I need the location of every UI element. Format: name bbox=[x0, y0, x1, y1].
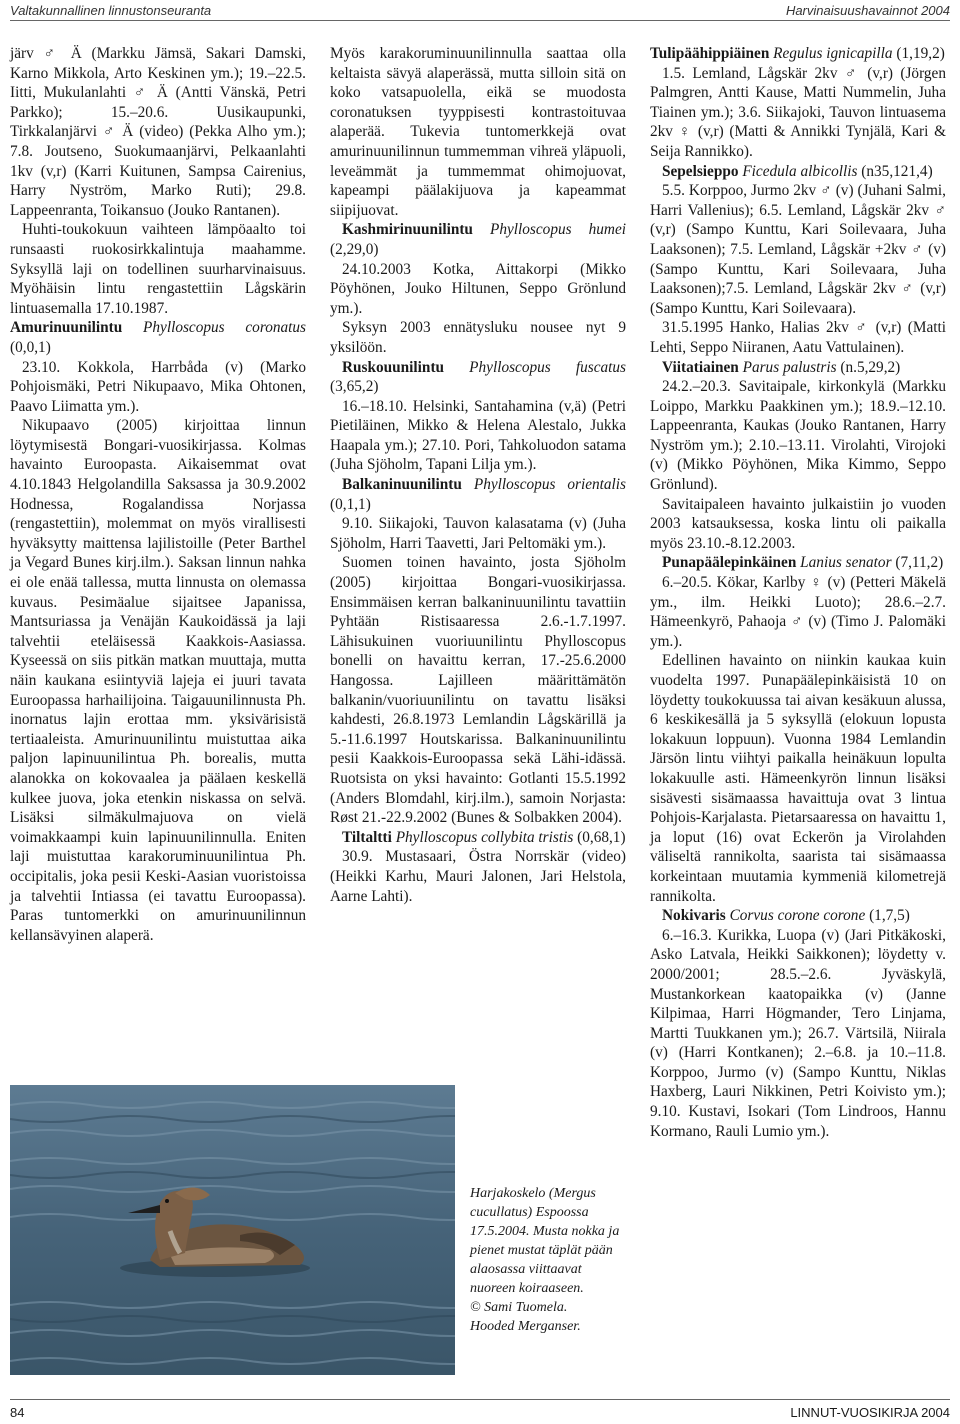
header-left: Valtakunnallinen linnustonseuranta bbox=[10, 3, 212, 18]
species-name: Nokivaris bbox=[662, 907, 726, 925]
text-column-1 bbox=[10, 44, 306, 945]
caption-english: Hooded Merganser. bbox=[470, 1319, 581, 1334]
species-counts: (1,19,2) bbox=[892, 45, 945, 62]
species-heading bbox=[650, 44, 946, 64]
record-paragraph: 6.–20.5. Kökar, Karlby ♀ (v) (Petteri Mäkelä ym., ilm. Heikki Luoto); 28.6.–2.7. Hämeenkyrö, Pahaoja ♂ (v) (Timo J. Palomäki ym.). bbox=[650, 574, 946, 650]
journal-name: LINNUT-VUOSIKIRJA 2004 bbox=[790, 1404, 950, 1420]
scientific-name: Parus palustris bbox=[742, 358, 837, 376]
scientific-name: Corvus corone corone bbox=[729, 907, 866, 925]
species-name: Amurinuunilintu bbox=[10, 319, 123, 337]
running-header bbox=[10, 0, 950, 21]
species-counts: (3,65,2) bbox=[330, 378, 379, 396]
record-paragraph: 24.10.2003 Kotka, Aittakorpi (Mikko Pöyhönen, Jouko Hiltunen, Seppo Grönlund ym.). bbox=[330, 260, 626, 317]
species-counts: (0,0,1) bbox=[10, 338, 51, 356]
species-counts: (2,29,0) bbox=[330, 240, 379, 258]
record-paragraph: 23.10. Kokkola, Harrbåda (v) (Marko Pohjoismäki, Petri Nikupaavo, Mika Ohtonen, Paavo Liimatta ym.). bbox=[10, 358, 306, 415]
species-name: Kashmirinuunilintu bbox=[342, 221, 473, 239]
merganser-image bbox=[10, 1085, 455, 1375]
species-heading bbox=[650, 553, 946, 573]
caption-text: Harjakoskelo (Mergus cucullatus) Espoossa 17.5.2004. Musta nokka ja pienet mustat täplät pään alaosassa viittaavat nuoreen koiraaseen. bbox=[470, 1186, 620, 1296]
scientific-name: Phylloscopus collybita tristis bbox=[395, 828, 574, 846]
species-heading bbox=[330, 828, 626, 848]
record-paragraph: 5.5. Korppoo, Jurmo 2kv ♂ (v) (Juhani Salmi, Harri Vallenius); 6.5. Lemland, Lågskär 2kv ♂ (v,r) (Sampo Kunttu, Kari Soilevaara, Juha Laaksonen); 7.5. Lemland, Lågskär +2kv ♂ (v) (Sampo Kunttu, Kari Soilevaara, Juha Laaksonen);7.5. Lemland, Lågskär 2kv ♂ (v,r) (Sampo Kunttu, Kari Soilevaara). bbox=[650, 182, 946, 317]
record-paragraph: 30.9. Mustasaari, Östra Norrskär (video) (Heikki Karhu, Mauri Jalonen, Jari Helstola, Aarne Lahti). bbox=[330, 848, 626, 905]
scientific-name: Lanius senator bbox=[800, 554, 892, 572]
scientific-name: Phylloscopus orientalis bbox=[473, 476, 626, 494]
species-name: Balkaninuunilintu bbox=[342, 476, 462, 494]
record-paragraph: 31.5.1995 Hanko, Halias 2kv ♂ (v,r) (Matti Lehti, Seppo Niiranen, Aatu Vattulainen). bbox=[650, 319, 946, 356]
page-number: 84 bbox=[10, 1404, 25, 1420]
paragraph: Nikupaavo (2005) kirjoittaa linnun löytymisestä Bongari-vuosikirjassa. Kolmas havainto Euroopasta. Aikaisemmat ovat 4.10.1843 Helgolandilla Saksassa ja 30.9.2002 Hodnessa, Rogalandissa Norjassa (rengastettiin), molemmat on myös virallisesti hyväksytty maittensa lajilistoille (Peter Barthel ja Vegard Bunes kirj.ilm.). Saksan linnun nahka ei ole enää tallessa, mutta linnusta on olemassa kuvaus. Pesimäalue sijaitsee Japanissa, Mantsuriassa ja Venäjän Kaukoidässä ja laji talvehtii eteläisessä Kaakkois-Aasiassa. Kyseessä on siis pitkän matkan muuttaja, mutta näin kaukana esiintyviä lajeja ei juuri tavata Euroopassa harhailijoina. Taigauunilinnusta Ph. inornatus lajin erottaa mm. yksivärisistä tertiaaleista. Amurinuunilintu muistuttaa aika paljon lapinuunilintua Ph. borealis, mutta alanokka on kokovaalea ja päälaen keskellä kulkee juova, joka etenkin niskassa on selvä. Lisäksi silmäkulmajuova on vielä voimakkaampi kuin lapinuunilinnulla. Eniten laji muistuttaa karakoruminuunilintua Ph. occipitalis, joka pesii Keski-Aasian vuoristoissa ja talvehtii Intiassa (ei tavattu Euroopassa). Paras tuntomerkki on amurinuunilinnun kellansävyinen alaperä. bbox=[10, 417, 306, 944]
record-paragraph: 9.10. Siikajoki, Tauvon kalasatama (v) (Juha Sjöholm, Harri Taavetti, Jari Peltomäki ym.). bbox=[330, 515, 626, 552]
species-counts: (0,68,1) bbox=[573, 828, 626, 846]
text-column-3 bbox=[650, 44, 946, 1141]
scientific-name: Ficedula albicollis bbox=[742, 162, 858, 180]
record-paragraph: 1.5. Lemland, Lågskär 2kv ♂ (v,r) (Jörgen Palmgren, Antti Kause, Matti Nummelin, Juha Tiainen ym.); 3.6. Siikajoki, Tauvon lintuasema 2kv ♀ (v,r) (Matti & Annikki Tynjälä, Kari & Seija Rannikko). bbox=[650, 64, 946, 160]
species-heading bbox=[650, 162, 946, 182]
species-counts: (7,11,2) bbox=[891, 554, 944, 572]
record-paragraph: 6.–16.3. Kurikka, Luopa (v) (Jari Pitkäkoski, Asko Latvala, Heikki Saikkonen); löydetty v. 2000/2001; 28.5.–2.6. Jyväskylä, Mustankorkean kaatopaikka (v) (Janne Kilpimaa, Harri Högmander, Tero Linjama, Martti Tuukkanen ym.); 26.7. Värtsilä, Niirala (v) (Harri Kontkanen); 2.–6.8. ja 10.–11.8. Korppoo, Jurmo (v) (Sampo Kunttu, Niklas Haxberg, Lauri Nikkinen, Petri Koivisto ym.); 9.10. Kustavi, Isokari (Tom Lindroos, Hannu Kormano, Rauli Lumio ym.). bbox=[650, 926, 946, 1140]
species-name: Tulipäähippiäinen bbox=[650, 45, 770, 62]
species-counts: (n.5,29,2) bbox=[836, 358, 901, 376]
scientific-name: Regulus ignicapilla bbox=[773, 45, 893, 62]
species-heading bbox=[330, 358, 626, 397]
paragraph: Huhti-toukokuun vaihteen lämpöaalto toi runsaasti ruokosirkkalintuja maahamme. Syksyllä laji on todellinen suurharvinaisuus. Myöhäisin lintu rengastettiin Lågskärin lintuasemalla 17.10.1987. bbox=[10, 221, 306, 317]
paragraph: Syksyn 2003 ennätysluku nousee nyt 9 yksilöön. bbox=[330, 319, 626, 356]
paragraph: Edellinen havainto on niinkin kaukaa kuin vuodelta 1997. Punapäälepinkäisistä 10 on löydetty toukokuussa tai aivan kesäkuun alussa, 6 keskikesällä ja 5 syksyllä (elokuun lopusta lokakuun loppuun). Vuonna 1984 Lemlandin Järsön lintu viihtyi paikalla heinäkuun lopulta lokakuulle asti. Hämeenkyrön linnun lisäksi sisävesti sisämaassa havaittuja ovat 3 lintua Pohjois-Karjalasta. Pietarsaaressa on havaittu 1, ja loput (16) ovat Eckerön ja Virolahden väliseltä rannikolta, saarista tai sisämaassa korkeintaan muutamia kymmeniä kilometrejä rannikolta. bbox=[650, 652, 946, 905]
header-right: Harvinaisuushavainnot 2004 bbox=[785, 3, 950, 18]
paragraph: Myös karakoruminuunilinnulla saattaa olla keltaista sävyä alaperässä, mutta silloin sitä on koko vatsapuolella, eikä se muodosta coronatuksen tyyppisesti kontrastoituvaa alaperää. Tukevia tuntomerkkejä ovat amurinuunilinnun tummemman vihreä yläpuoli, leveämmät ja tummemmat ohimojuovat, kapeampi päälakijuova ja kapeammat siipijuovat. bbox=[330, 45, 626, 219]
species-name: Viitatiainen bbox=[662, 358, 739, 376]
species-counts: (1,7,5) bbox=[865, 907, 910, 925]
paragraph: järv ♂ Ä (Markku Jämsä, Sakari Damski, Karno Mikkola, Arto Keskinen ym.); 19.–22.5. Iitti, Mukulanlahti ♂ Ä (Antti Vänskä, Petri Parkko); 15.–20.6. Uusikaupunki, Tirkkalanjärvi ♂ Ä (video) (Pekka Alho ym.); 7.8. Joutseno, Suokumaanjärvi, Pelkaanlahti 1kv (v,r) (Karri Kuitunen, Sampsa Cairenius, Harry Nyström, Marko Ruti); 29.8. Lappeenranta, Toikansuo (Jouko Rantanen). bbox=[10, 45, 306, 219]
species-heading bbox=[330, 475, 626, 514]
species-name: Tiltaltti bbox=[342, 828, 392, 846]
species-heading bbox=[650, 358, 946, 378]
species-name: Punapäälepinkäinen bbox=[662, 554, 797, 572]
scientific-name: Phylloscopus fuscatus bbox=[469, 358, 626, 376]
running-footer bbox=[10, 1399, 950, 1422]
record-paragraph: 16.–18.10. Helsinki, Santahamina (v,ä) (Petri Pietiläinen, Mikko & Helena Alestalo, Jukka Haapala ym.); 27.10. Pori, Tahkoluodon satama (Juha Sjöholm, Tapani Lilja ym.). bbox=[330, 397, 626, 474]
species-counts: (0,1,1) bbox=[330, 495, 371, 513]
species-counts: (n35,121,4) bbox=[857, 162, 933, 180]
photo-caption bbox=[470, 1184, 630, 1336]
record-paragraph: 24.2.–20.3. Savitaipale, kirkonkylä (Markku Loippo, Markku Paakkinen ym.); 18.9.–12.10. Lappeenranta, Kaukas (Jouko Rantanen, Harry Nyström ym.); 2.10.–13.11. Virolahti, Virojoki (v) (Mikko Pöyhönen, Mika Kimmo, Seppo Grönlund). bbox=[650, 378, 946, 494]
species-heading bbox=[650, 906, 946, 926]
text-column-2 bbox=[330, 44, 626, 906]
scientific-name: Phylloscopus humei bbox=[490, 221, 627, 239]
bird-photo bbox=[10, 1085, 455, 1375]
species-heading bbox=[10, 318, 306, 357]
photo-credit: © Sami Tuomela. bbox=[470, 1300, 568, 1315]
species-name: Ruskouunilintu bbox=[342, 358, 445, 376]
scientific-name: Phylloscopus coronatus bbox=[143, 319, 307, 337]
paragraph: Suomen toinen havainto, josta Sjöholm (2005) kirjoittaa Bongari-vuosikirjassa. Ensimmäisen kerran balkaninuunilintu tavattiin Pyhtään Ristisaaressa 2.6.-1.7.1997. Lähisukuinen vuoriuunilintu Phylloscopus bonelli on havaittu kerran, 17.-25.6.2000 Hangossa. Lajilleen määrittämätön balkanin/vuoriuunilintu on tavattu lisäksi kahdesti, 26.8.1973 Lemlandin Lågskärillä ja 5.-11.6.1997 Houtskarissa. Balkaninuunilintu pesii Kaakkois-Euroopassa sekä Lähi-idässä. Ruotsista on yksi havainto: Gotlanti 15.5.1992 (Anders Blomdahl, kirj.ilm.), samoin Norjasta: Røst 21.-22.9.2002 (Bunes & Solbakken 2004). bbox=[330, 554, 626, 827]
species-heading bbox=[330, 220, 626, 259]
paragraph: Savitaipaleen havainto julkaistiin jo vuoden 2003 katsauksessa, koska lintu oli paikalla myös 23.10.-8.12.2003. bbox=[650, 495, 946, 552]
species-name: Sepelsieppo bbox=[662, 162, 739, 180]
